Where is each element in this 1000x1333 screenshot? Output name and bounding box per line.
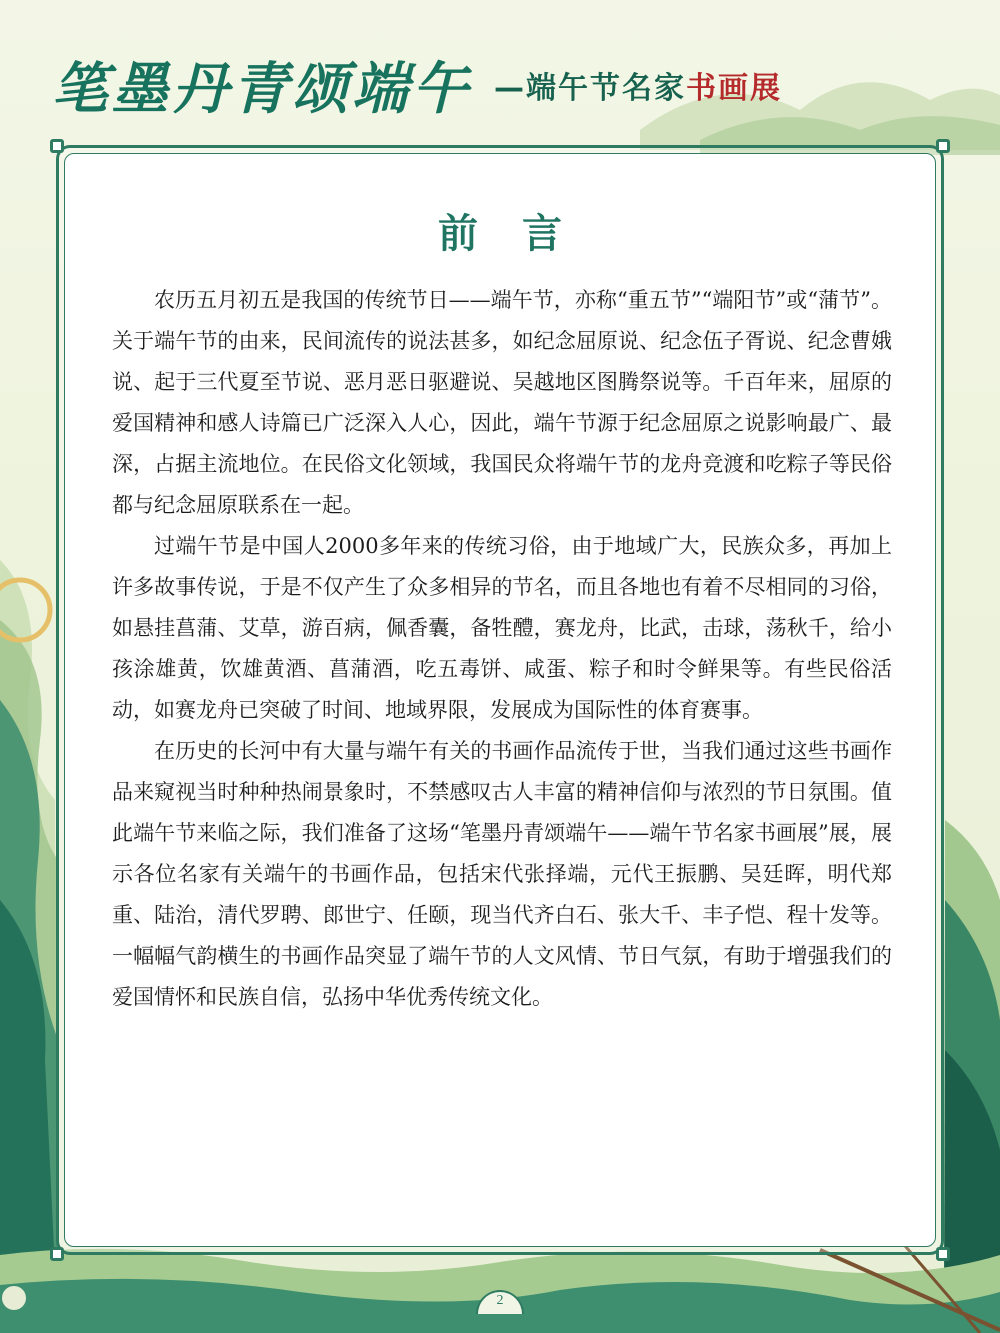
sub-title [494,63,782,107]
section-heading: 前言 [438,210,606,257]
preface-body [112,280,892,1018]
main-title: 笔墨丹青颂端午 [52,56,472,122]
frame-corner-bottom-left [50,1247,64,1261]
frame-corner-top-left [50,139,64,153]
frame-corner-bottom-right [936,1247,950,1261]
paragraph: 过端午节是中国人2000多年来的传统习俗，由于地域广大，民族众多，再加上许多故事传说，于是不仅产生了众多相异的节名，而且各地也有着不尽相同的习俗，如悬挂菖蒲、艾草，游百病，佩香囊，备牲醴，赛龙舟，比武，击球，荡秋千，给小孩涂雄黄，饮雄黄酒、菖蒲酒，吃五毒饼、咸蛋、粽子和时令鲜果等。有些民俗活动，如赛龙舟已突破了时间、地域界限，发展成为国际性的体育赛事。 [112,534,892,722]
page-number: 2 [496,1293,504,1308]
sub-title-prefix: —端午节名家 [494,71,686,106]
paragraph: 农历五月初五是我国的传统节日——端午节，亦称“重五节”“端阳节”或“蒲节”。关于端午节的由来，民间流传的说法甚多，如纪念屈原说、纪念伍子胥说、纪念曹娥说、起于三代夏至节说、恶月恶日驱避说、吴越地区图腾祭说等。千百年来，屈原的爱国精神和感人诗篇已广泛深入人心，因此，端午节源于纪念屈原之说影响最广、最深，占据主流地位。在民俗文化领域，我国民众将端午节的龙舟竞渡和吃粽子等民俗都与纪念屈原联系在一起。 [112,288,892,517]
page-header [52,40,812,130]
frame-corner-top-right [936,139,950,153]
sub-title-accent: 书画展 [686,71,782,106]
paragraph: 在历史的长河中有大量与端午有关的书画作品流传于世，当我们通过这些书画作品来窥视当时种种热闹景象时，不禁感叹古人丰富的精神信仰与浓烈的节日氛围。值此端午节来临之际，我们准备了这场“笔墨丹青颂端午——端午节名家书画展”展，展示各位名家有关端午的书画作品，包括宋代张择端，元代王振鹏、吴廷晖，明代郑重、陆治，清代罗聘、郎世宁、任颐，现当代齐白石、张大千、丰子恺、程十发等。一幅幅气韵横生的书画作品突显了端午节的人文风情、节日气氛，有助于增强我们的爱国情怀和民族自信，弘扬中华优秀传统文化。 [112,739,892,1009]
